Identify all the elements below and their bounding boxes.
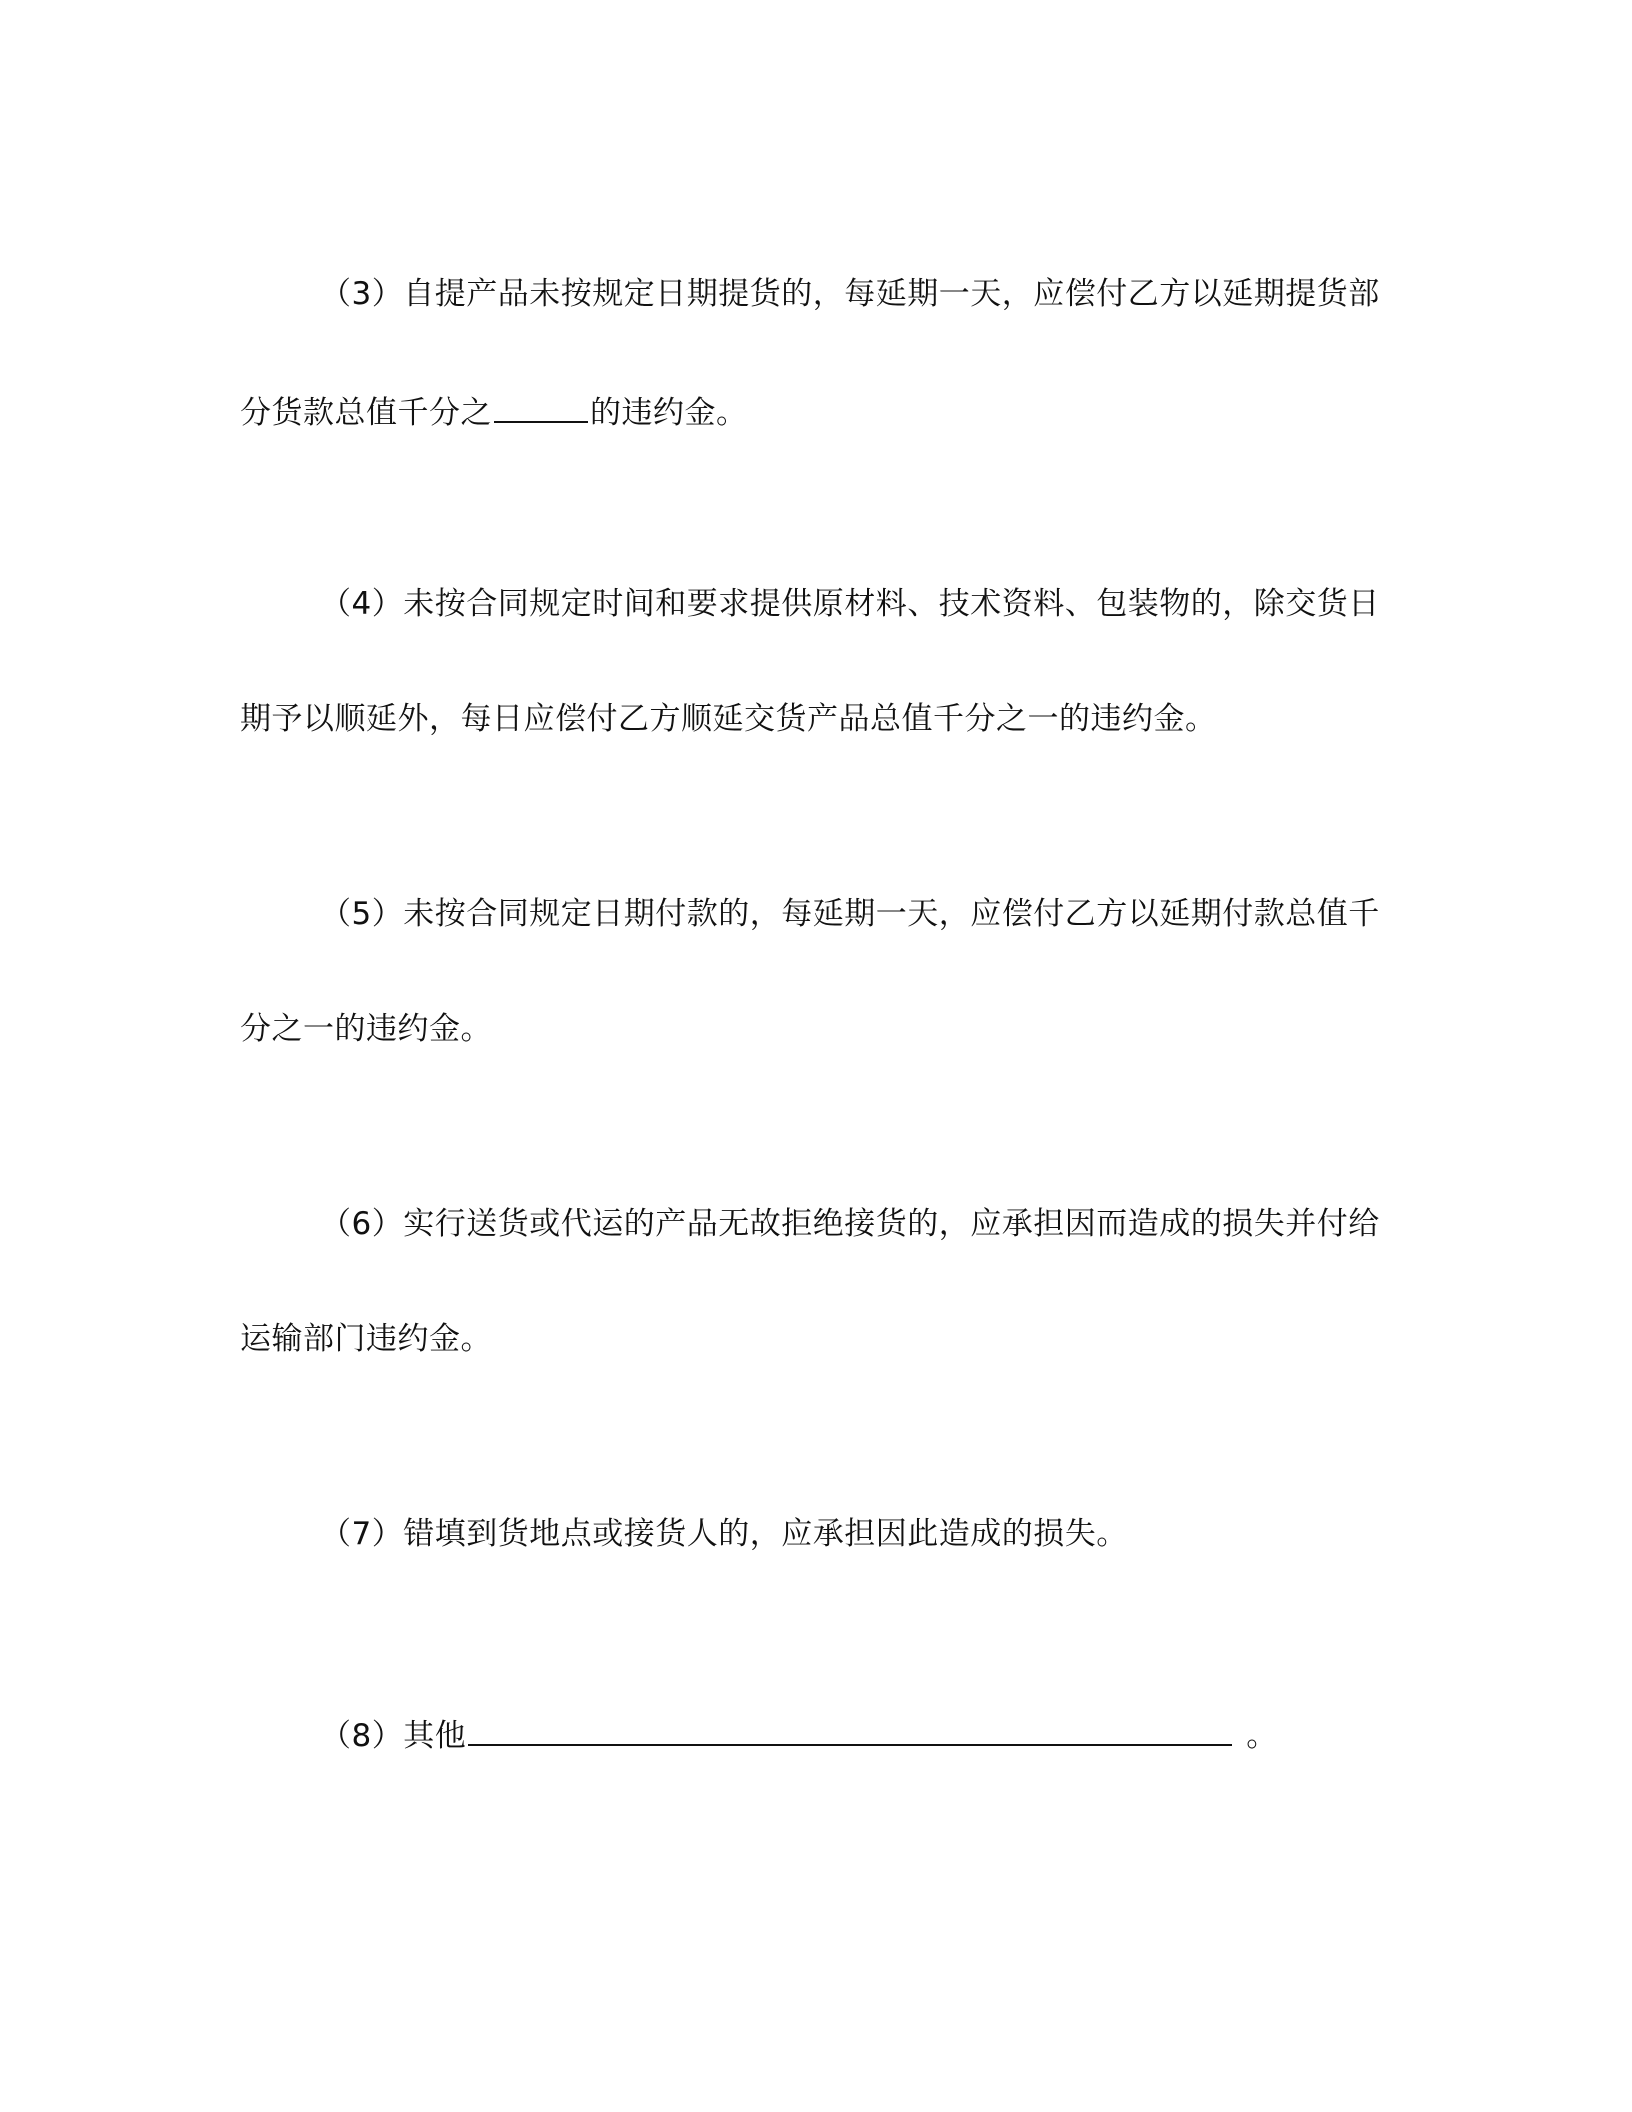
clause-5-text-2: 分之一的违约金。 xyxy=(240,1011,492,1047)
clause-3-line-2 xyxy=(240,389,748,433)
clause-5-text-1: （5）未按合同规定日期付款的，每延期一天，应偿付乙方以延期付款总值千 xyxy=(320,896,1380,932)
clause-3-fill-blank xyxy=(494,389,588,423)
clause-8-line-1 xyxy=(320,1712,1278,1756)
clause-6-line-1 xyxy=(320,1204,1380,1244)
clause-7-line-1 xyxy=(320,1514,1128,1554)
clause-8-text-1a: （8）其他 xyxy=(320,1718,467,1754)
clause-3-text-1: （3）自提产品未按规定日期提货的，每延期一天，应偿付乙方以延期提货部 xyxy=(320,276,1380,312)
clause-3-text-2a: 分货款总值千分之 xyxy=(240,395,492,431)
clause-3-text-2b: 的违约金。 xyxy=(590,395,748,431)
clause-4-text-2: 期予以顺延外，每日应偿付乙方顺延交货产品总值千分之一的违约金。 xyxy=(240,701,1217,737)
clause-6-line-2 xyxy=(240,1319,492,1359)
clause-7-text-1: （7）错填到货地点或接货人的，应承担因此造成的损失。 xyxy=(320,1516,1128,1552)
clause-8-text-1b: 。 xyxy=(1246,1718,1278,1754)
clause-4-line-1 xyxy=(320,584,1380,624)
clause-6-text-1: （6）实行送货或代运的产品无故拒绝接货的，应承担因而造成的损失并付给 xyxy=(320,1206,1380,1242)
clause-4-line-2 xyxy=(240,699,1217,739)
clause-6-text-2: 运输部门违约金。 xyxy=(240,1321,492,1357)
clause-4-text-1: （4）未按合同规定时间和要求提供原材料、技术资料、包装物的，除交货日 xyxy=(320,586,1380,622)
clause-5-line-1 xyxy=(320,894,1380,934)
clause-5-line-2 xyxy=(240,1009,492,1049)
clause-8-fill-blank xyxy=(468,1712,1232,1746)
clause-3-line-1 xyxy=(320,274,1380,314)
